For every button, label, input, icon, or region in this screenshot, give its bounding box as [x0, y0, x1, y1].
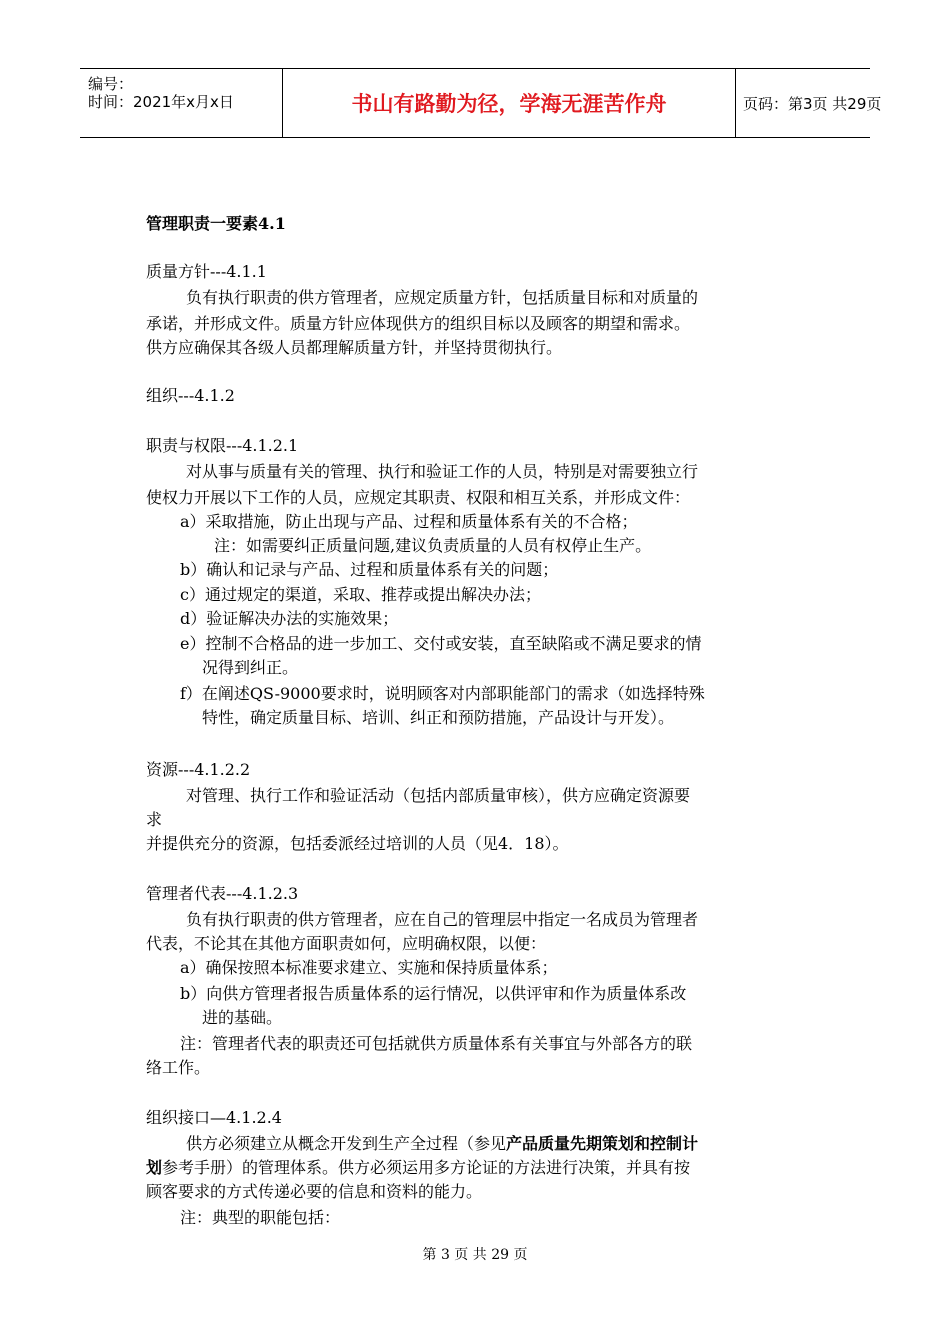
header-page-cell [735, 69, 882, 137]
list-item: b）向供方管理者报告质量体系的运行情况，以供评审和作为质量体系改 [180, 984, 687, 1003]
header-page-info: 页码：第3页 共29页 [743, 94, 882, 113]
page-header [80, 68, 882, 138]
paragraph-line [186, 1134, 698, 1154]
list-item: b）确认和记录与产品、过程和质量体系有关的问题； [180, 560, 559, 579]
heading-representative: 管理者代表---4.1.2.3 [146, 884, 299, 903]
heading-interface: 组织接口—4.1.2.4 [146, 1108, 282, 1127]
paragraph-line [146, 1158, 690, 1178]
doc-date: 时间：2021年x月x日 [88, 93, 234, 111]
paragraph-line: 顾客要求的方式传递必要的信息和资料的能力。 [146, 1182, 483, 1201]
paragraph-line: 并提供充分的资源，包括委派经过培训的人员（见4．18）。 [146, 834, 569, 853]
heading-organization: 组织---4.1.2 [146, 386, 235, 405]
paragraph-line: 对从事与质量有关的管理、执行和验证工作的人员，特别是对需要独立行 [186, 462, 699, 481]
doc-number-label: 编号： [88, 75, 134, 93]
heading-resources: 资源---4.1.2.2 [146, 760, 251, 779]
section-title: 管理职责一要素4.1 [146, 214, 286, 233]
heading-quality-policy: 质量方针---4.1.1 [146, 262, 267, 281]
list-item: f）在阐述QS-9000要求时，说明顾客对内部职能部门的需求（如选择特殊 [180, 684, 705, 703]
paragraph-line: 承诺，并形成文件。质量方针应体现供方的组织目标以及顾客的期望和需求。 [146, 314, 691, 333]
paragraph-text: 供方必须建立从概念开发到生产全过程（参见 [186, 1134, 507, 1153]
manual-title-bold: 产品质量先期策划和控制计 [506, 1134, 699, 1153]
list-item-cont: 进的基础。 [202, 1008, 283, 1027]
heading-responsibility: 职责与权限---4.1.2.1 [146, 436, 299, 455]
paragraph-line: 供方应确保其各级人员都理解质量方针，并坚持贯彻执行。 [146, 338, 563, 357]
paragraph-line: 对管理、执行工作和验证活动（包括内部质量审核），供方应确定资源要 [186, 786, 691, 805]
list-item: a）采取措施，防止出现与产品、过程和质量体系有关的不合格； [180, 512, 638, 531]
list-item-cont: 特性，确定质量目标、培训、纠正和预防措施，产品设计与开发）。 [202, 708, 675, 727]
note-line: 注：典型的职能包括： [180, 1208, 341, 1227]
list-item: d）验证解决办法的实施效果； [180, 609, 399, 628]
list-item: a）确保按照本标准要求建立、实施和保持质量体系； [180, 958, 558, 977]
manual-title-bold: 划 [146, 1158, 163, 1177]
note-line: 注：如需要纠正质量问题,建议负责质量的人员有权停止生产。 [214, 536, 652, 555]
header-meta [80, 69, 282, 137]
list-item: e）控制不合格品的进一步加工、交付或安装，直至缺陷或不满足要求的情 [180, 634, 702, 653]
paragraph-text: 参考手册）的管理体系。供方必须运用多方论证的方法进行决策，并具有按 [162, 1158, 691, 1177]
paragraph-line: 代表，不论其在其他方面职责如何，应明确权限，以便： [146, 934, 547, 953]
paragraph-line: 使权力开展以下工作的人员，应规定其职责、权限和相互关系，并形成文件： [146, 488, 691, 507]
paragraph-line: 络工作。 [146, 1058, 211, 1077]
list-item-cont: 况得到纠正。 [202, 658, 299, 677]
list-item: c）通过规定的渠道，采取、推荐或提出解决办法； [180, 585, 541, 604]
header-motto-cell [282, 69, 736, 137]
page-footer: 第 3 页 共 29 页 [422, 1247, 528, 1263]
note-line: 注：管理者代表的职责还可包括就供方质量体系有关事宜与外部各方的联 [180, 1034, 693, 1053]
paragraph-line: 负有执行职责的供方管理者，应在自己的管理层中指定一名成员为管理者 [186, 910, 699, 929]
paragraph-line: 负有执行职责的供方管理者，应规定质量方针，包括质量目标和对质量的 [186, 288, 699, 307]
header-motto: 书山有路勤为径，学海无涯苦作舟 [351, 92, 667, 116]
paragraph-line: 求 [146, 810, 163, 829]
